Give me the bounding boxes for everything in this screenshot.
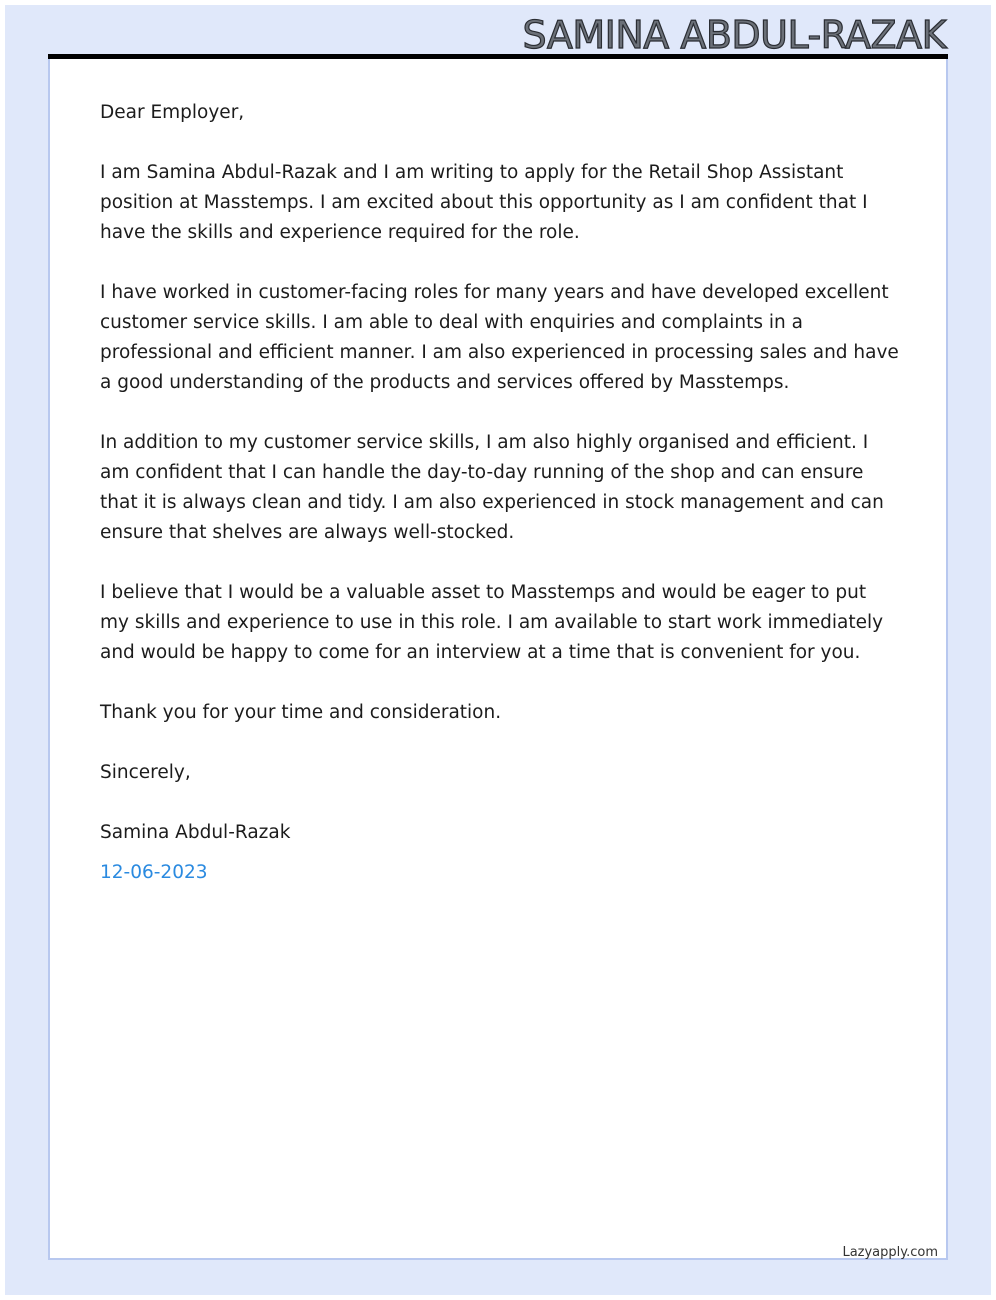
salutation: Dear Employer, [100,102,245,123]
cover-letter-body [100,98,900,888]
letter-paragraph-2: I have worked in customer-facing roles for many years and have developed excellent customer service skills. I am able to deal with enquiries and complaints in a professional and efficient manner. I am also experienced in processing sales and have a good understanding of the products and services offered by Masstemps. [100,282,899,393]
letter-paragraph-3: In addition to my customer service skills, I am also highly organised and efficient. I am confident that I can handle the day-to-day running of the shop and can ensure that it is always clean and tidy. I am also experienced in stock management and can ensure that shelves are always well-stocked. [100,432,884,543]
letter-paragraph-4: I believe that I would be a valuable asset to Masstemps and would be eager to put my skills and experience to use in this role. I am available to start work immediately and would be happy to come for an interview at a time that is convenient for you. [100,582,884,663]
applicant-name-header: SAMINA ABDUL-RAZAK [522,13,946,57]
letter-paragraph-5: Thank you for your time and consideration. [100,702,502,723]
footer-brand-link[interactable]: Lazyapply.com [842,1245,938,1260]
letter-paragraph-1: I am Samina Abdul-Razak and I am writing to apply for the Retail Shop Assistant position at Masstemps. I am excited about this opportunity as I am confident that I have the skills and experience required for the role. [100,162,868,243]
closing: Sincerely, [100,762,191,783]
signature-name: Samina Abdul-Razak [100,822,291,843]
letter-date: 12-06-2023 [100,862,208,883]
